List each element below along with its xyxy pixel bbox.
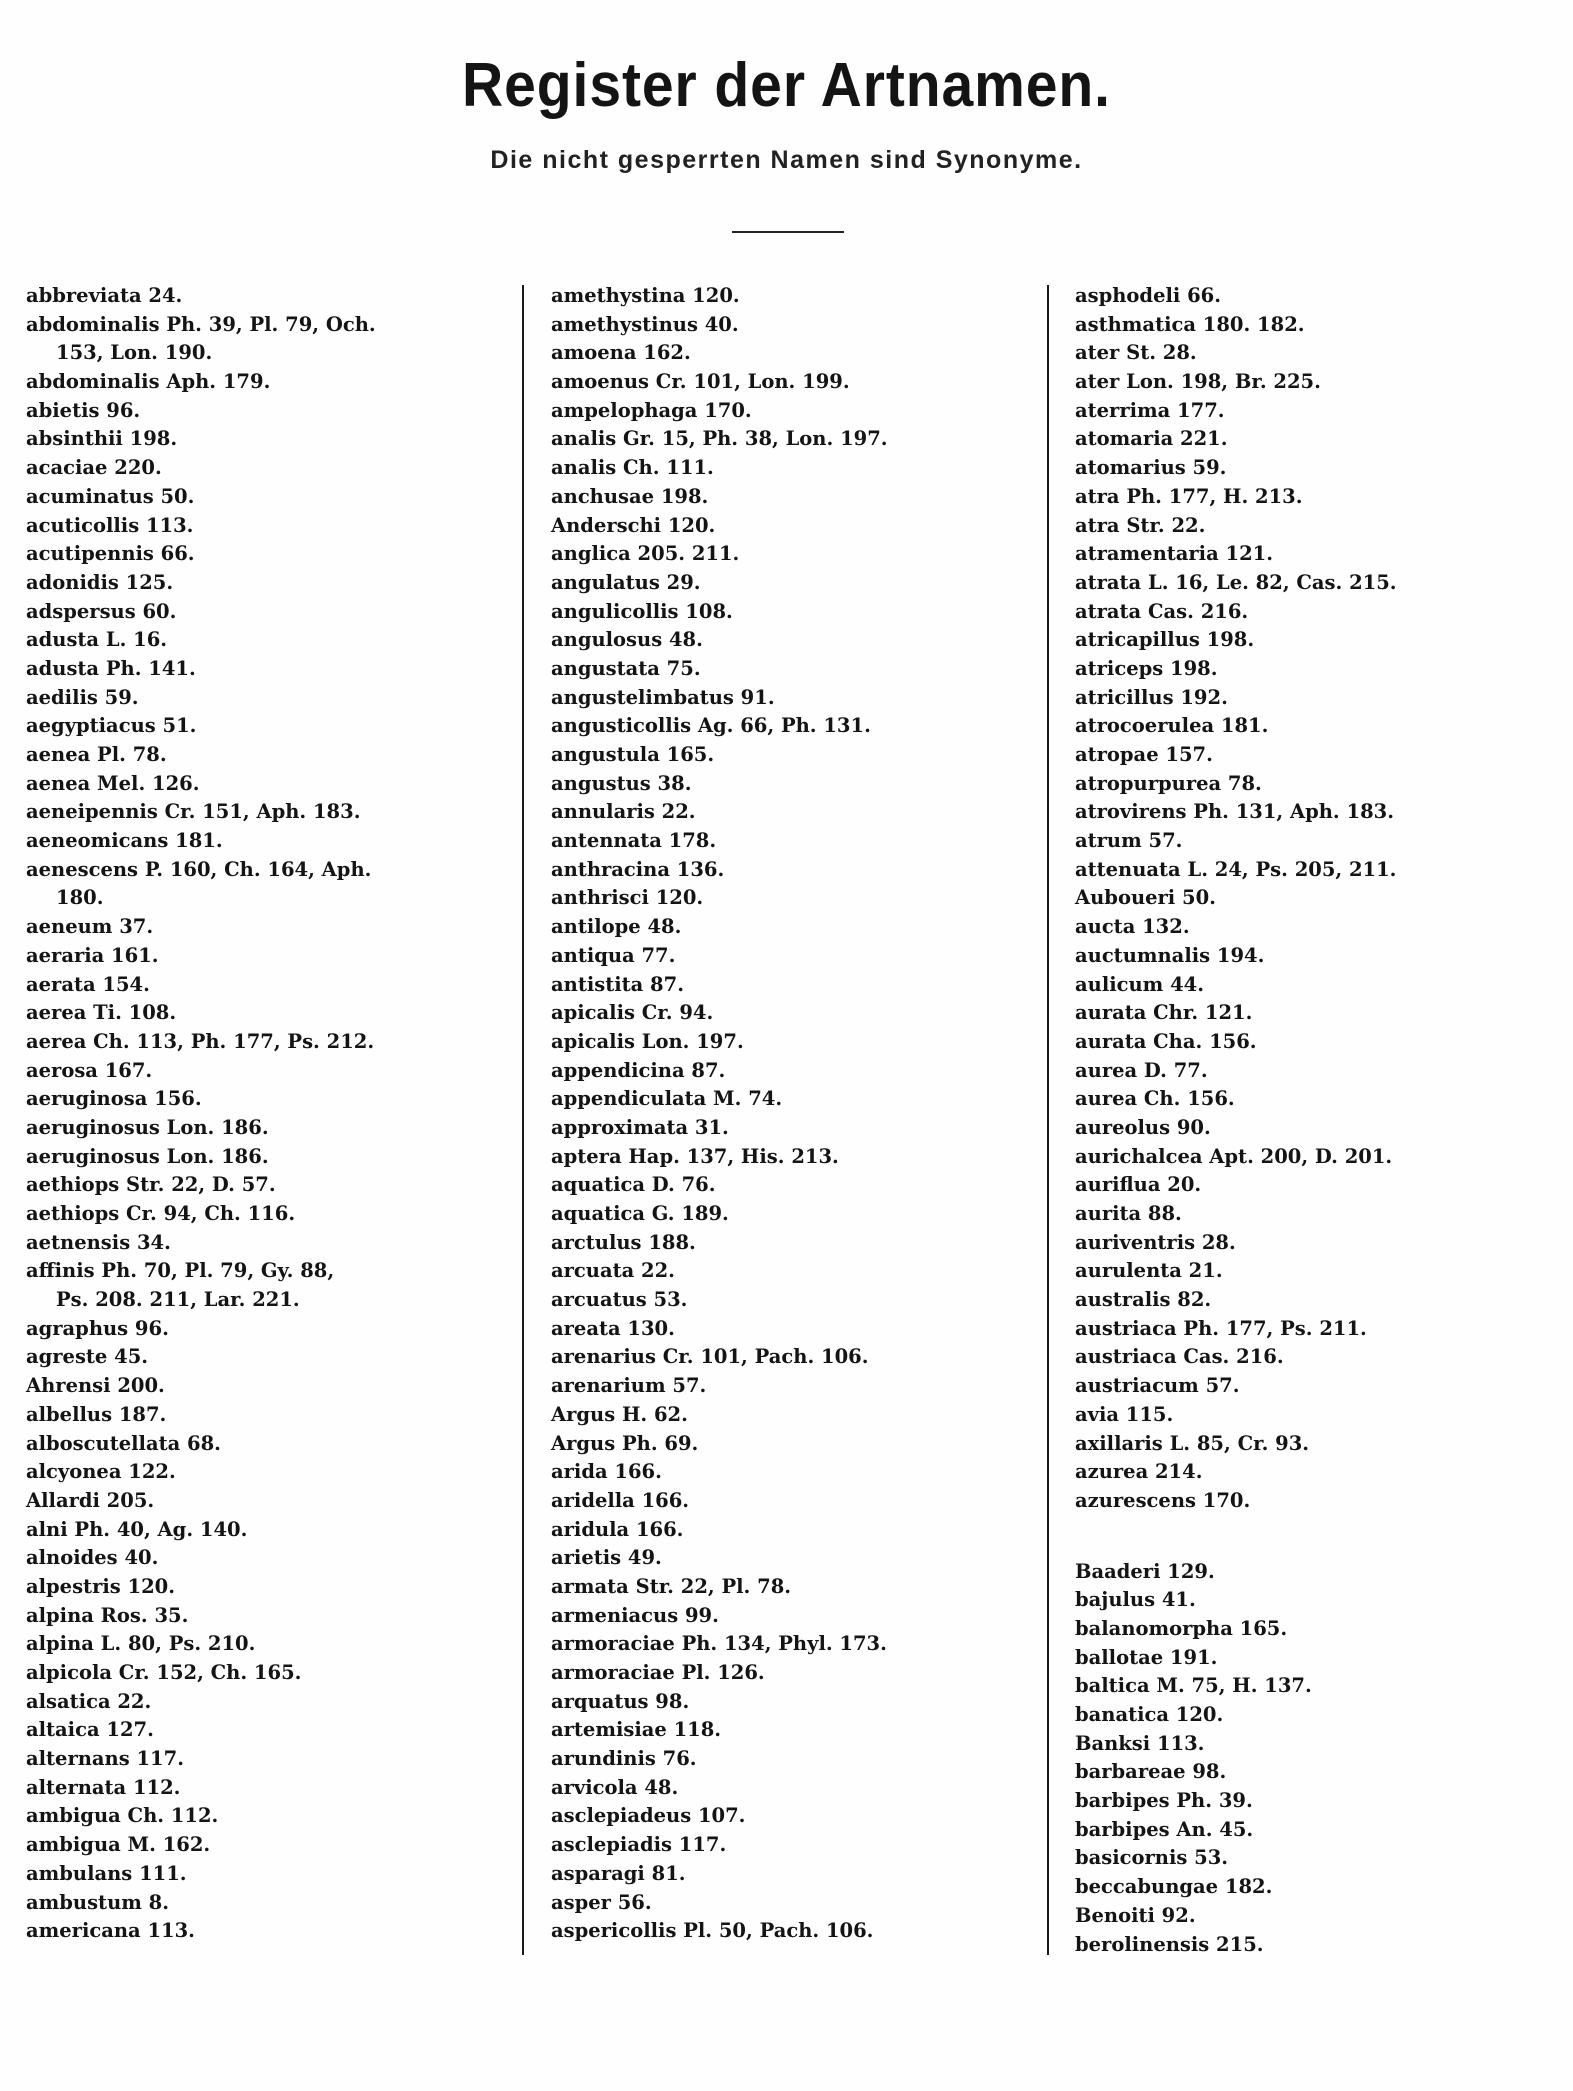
index-entry: barbipes An. 45.: [1075, 1817, 1254, 1841]
index-entry: analis Ch. 111.: [551, 456, 714, 480]
index-entry: aerea Ch. 113, Ph. 177, Ps. 212.: [26, 1029, 375, 1053]
index-entry: 153, Lon. 190.: [56, 341, 213, 365]
index-entry: antistita 87.: [551, 972, 684, 996]
index-entry: Benoiti 92.: [1075, 1903, 1196, 1927]
index-entry: acutipennis 66.: [26, 542, 195, 566]
index-entry: asthmatica 180. 182.: [1075, 312, 1305, 336]
index-entry: austriaca Cas. 216.: [1075, 1345, 1284, 1369]
index-entry: adusta Ph. 141.: [26, 656, 196, 680]
index-entry: arcuatus 53.: [551, 1288, 688, 1312]
index-entry: aerea Ti. 108.: [26, 1001, 177, 1025]
index-entry: adspersus 60.: [26, 599, 177, 623]
index-entry: artemisiae 118.: [551, 1718, 722, 1742]
index-entry: aeruginosa 156.: [26, 1087, 202, 1111]
index-entry: acuticollis 113.: [26, 513, 194, 537]
index-entry: aulicum 44.: [1075, 972, 1205, 996]
index-entry: aeraria 161.: [26, 943, 159, 967]
index-entry: Baaderi 129.: [1075, 1559, 1215, 1583]
index-entry: angustelimbatus 91.: [551, 685, 775, 709]
index-entry: auriventris 28.: [1075, 1230, 1236, 1254]
index-entry: banatica 120.: [1075, 1703, 1224, 1726]
index-entry: anthracina 136.: [551, 857, 725, 881]
index-entry: ambigua Ch. 112.: [26, 1804, 219, 1828]
index-entry: angulatus 29.: [551, 570, 701, 594]
index-entry: Allardi 205.: [26, 1488, 155, 1512]
index-entry: berolinensis 215.: [1075, 1932, 1264, 1956]
index-entry: Anderschi 120.: [551, 513, 716, 537]
index-entry: angusticollis Ag. 66, Ph. 131.: [551, 714, 871, 738]
index-entry: angustus 38.: [551, 771, 692, 795]
index-entry: barbareae 98.: [1075, 1760, 1227, 1784]
index-entry: aquatica G. 189.: [551, 1202, 729, 1225]
index-entry: atropurpurea 78.: [1075, 771, 1262, 795]
column-divider-1: [522, 285, 524, 1955]
index-entry: atra Ph. 177, H. 213.: [1075, 484, 1303, 508]
index-entry: Banksi 113.: [1075, 1731, 1205, 1755]
index-entry: angulosus 48.: [551, 628, 703, 652]
index-entry: atriceps 198.: [1075, 656, 1218, 680]
index-entry: alsatica 22.: [26, 1689, 152, 1713]
index-entry: ambulans 111.: [26, 1861, 187, 1885]
index-entry: Ps. 208. 211, Lar. 221.: [56, 1288, 300, 1312]
index-entry: aurea Ch. 156.: [1075, 1087, 1235, 1111]
index-entry: aurichalcea Apt. 200, D. 201.: [1075, 1144, 1393, 1168]
index-entry: americana 113.: [26, 1919, 195, 1943]
index-entry: apicalis Lon. 197.: [551, 1029, 744, 1053]
index-entry: aucta 132.: [1075, 915, 1190, 939]
index-entry: adonidis 125.: [26, 570, 174, 594]
column-divider-2: [1047, 285, 1049, 1955]
index-entry: alternans 117.: [26, 1747, 184, 1771]
index-entry: abietis 96.: [26, 398, 141, 422]
index-entry: abdominalis Aph. 179.: [26, 370, 271, 394]
index-entry: ambustum 8.: [26, 1890, 170, 1914]
index-entry: baltica M. 75, H. 137.: [1075, 1674, 1312, 1698]
index-entry: arquatus 98.: [551, 1689, 690, 1713]
index-entry: aurea D. 77.: [1075, 1058, 1208, 1082]
index-entry: antiqua 77.: [551, 943, 676, 967]
index-entry: alpicola Cr. 152, Ch. 165.: [26, 1661, 302, 1684]
index-entry: aurulenta 21.: [1075, 1259, 1223, 1283]
index-entry: australis 82.: [1075, 1288, 1212, 1312]
index-entry: alboscutellata 68.: [26, 1431, 221, 1455]
index-entry: aethiops Str. 22, D. 57.: [26, 1173, 276, 1197]
index-entry: aeneomicans 181.: [26, 829, 223, 853]
index-entry: aerata 154.: [26, 972, 150, 996]
index-entry: annularis 22.: [551, 800, 696, 824]
index-entry: aspericollis Pl. 50, Pach. 106.: [551, 1919, 874, 1943]
index-entry: 180.: [56, 886, 104, 910]
index-entry: asclepiadis 117.: [551, 1833, 727, 1857]
index-entry: azurea 214.: [1075, 1460, 1203, 1484]
index-entry: appendicina 87.: [551, 1058, 726, 1082]
index-entry: auriflua 20.: [1075, 1173, 1202, 1197]
index-entry: aegyptiacus 51.: [26, 714, 197, 738]
index-entry: aurita 88.: [1075, 1202, 1182, 1225]
title-divider: [732, 231, 844, 233]
index-entry: abdominalis Ph. 39, Pl. 79, Och.: [26, 312, 376, 336]
index-entry: aquatica D. 76.: [551, 1173, 716, 1197]
index-entry: aridella 166.: [551, 1488, 690, 1512]
index-entry: arundinis 76.: [551, 1747, 697, 1771]
index-entry: armoraciae Ph. 134, Phyl. 173.: [551, 1632, 887, 1656]
index-entry: Auboueri 50.: [1075, 886, 1216, 910]
index-entry: arenarius Cr. 101, Pach. 106.: [551, 1345, 869, 1369]
index-entry: armeniacus 99.: [551, 1603, 719, 1627]
index-entry: atrovirens Ph. 131, Aph. 183.: [1075, 800, 1394, 824]
index-entry: ater Lon. 198, Br. 225.: [1075, 370, 1321, 394]
index-entry: antennata 178.: [551, 829, 717, 853]
index-entry: ater St. 28.: [1075, 341, 1197, 365]
index-entry: beccabungae 182.: [1075, 1875, 1273, 1899]
index-entry: albellus 187.: [26, 1402, 167, 1426]
index-entry: areata 130.: [551, 1316, 675, 1340]
index-entry: acaciae 220.: [26, 456, 162, 480]
index-entry: angulicollis 108.: [551, 599, 733, 623]
index-entry: amethystina 120.: [551, 284, 740, 307]
index-entry: aurata Chr. 121.: [1075, 1001, 1253, 1025]
index-entry: aetnensis 34.: [26, 1230, 171, 1254]
index-entry: aenescens P. 160, Ch. 164, Aph.: [26, 857, 372, 881]
index-entry: agreste 45.: [26, 1345, 149, 1369]
index-entry: alcyonea 122.: [26, 1460, 176, 1484]
index-entry: ambigua M. 162.: [26, 1833, 211, 1857]
index-entry: arenarium 57.: [551, 1374, 707, 1398]
index-entry: aeneum 37.: [26, 915, 154, 939]
index-entry: attenuata L. 24, Ps. 205, 211.: [1075, 857, 1397, 881]
index-entry: anglica 205. 211.: [551, 542, 740, 566]
index-entry: atomaria 221.: [1075, 427, 1228, 451]
index-entry: atricapillus 198.: [1075, 628, 1255, 652]
index-entry: atropae 157.: [1075, 743, 1213, 766]
index-entry: amethystinus 40.: [551, 312, 739, 336]
index-entry: aethiops Cr. 94, Ch. 116.: [26, 1202, 296, 1225]
index-entry: aeruginosus Lon. 186.: [26, 1115, 269, 1139]
index-entry: ampelophaga 170.: [551, 398, 752, 422]
index-entry: aptera Hap. 137, His. 213.: [551, 1144, 839, 1168]
index-entry: amoena 162.: [551, 341, 691, 365]
index-entry: aeruginosus Lon. 186.: [26, 1144, 269, 1168]
page-subtitle: Die nicht gesperrten Namen sind Synonyme.: [490, 146, 1083, 174]
index-entry: asclepiadeus 107.: [551, 1804, 746, 1828]
index-entry: adusta L. 16.: [26, 628, 168, 652]
index-entry: arcuata 22.: [551, 1259, 675, 1283]
index-entry: asphodeli 66.: [1075, 284, 1222, 307]
index-entry: arvicola 48.: [551, 1775, 679, 1799]
page-title: Register der Artnamen.: [462, 51, 1111, 120]
index-entry: armoraciae Pl. 126.: [551, 1661, 765, 1684]
index-entry: angustata 75.: [551, 656, 701, 680]
index-entry: analis Gr. 15, Ph. 38, Lon. 197.: [551, 427, 888, 451]
index-entry: bajulus 41.: [1075, 1588, 1196, 1612]
index-entry: arida 166.: [551, 1460, 662, 1484]
index-entry: aenea Pl. 78.: [26, 743, 167, 766]
index-entry: apicalis Cr. 94.: [551, 1001, 714, 1025]
index-entry: antilope 48.: [551, 915, 682, 939]
index-entry: austriaca Ph. 177, Ps. 211.: [1075, 1316, 1367, 1340]
index-entry: atricillus 192.: [1075, 685, 1228, 709]
index-entry: atomarius 59.: [1075, 456, 1227, 480]
index-entry: aridula 166.: [551, 1517, 684, 1541]
index-entry: azurescens 170.: [1075, 1488, 1251, 1512]
index-entry: appendiculata M. 74.: [551, 1087, 783, 1111]
index-entry: acuminatus 50.: [26, 484, 195, 508]
index-entry: Ahrensi 200.: [26, 1374, 165, 1398]
index-entry: angustula 165.: [551, 743, 715, 766]
index-entry: alni Ph. 40, Ag. 140.: [26, 1517, 248, 1541]
index-entry: aenea Mel. 126.: [26, 771, 200, 795]
index-entry: arctulus 188.: [551, 1230, 696, 1254]
index-entry: aerosa 167.: [26, 1058, 153, 1082]
index-entry: altaica 127.: [26, 1718, 154, 1742]
index-column-3: [1075, 282, 1573, 1959]
index-entry: anchusae 198.: [551, 484, 709, 508]
index-entry: aurata Cha. 156.: [1075, 1029, 1257, 1053]
index-entry: alternata 112.: [26, 1775, 181, 1799]
index-entry: absinthii 198.: [26, 427, 178, 451]
index-entry: armata Str. 22, Pl. 78.: [551, 1574, 792, 1598]
index-entry: axillaris L. 85, Cr. 93.: [1075, 1431, 1310, 1455]
index-entry: Argus H. 62.: [551, 1402, 688, 1426]
index-entry: alnoides 40.: [26, 1546, 159, 1570]
index-entry: amoenus Cr. 101, Lon. 199.: [551, 370, 850, 394]
index-entry: atrocoerulea 181.: [1075, 714, 1269, 738]
index-entry: affinis Ph. 70, Pl. 79, Gy. 88,: [26, 1259, 335, 1283]
index-entry: asparagi 81.: [551, 1861, 686, 1885]
index-entry: arietis 49.: [551, 1546, 662, 1570]
index-entry: abbreviata 24.: [26, 284, 183, 307]
index-entry: atrata Cas. 216.: [1075, 599, 1249, 623]
index-entry: avia 115.: [1075, 1402, 1174, 1426]
index-entry: atra Str. 22.: [1075, 513, 1206, 537]
index-entry: aedilis 59.: [26, 685, 139, 709]
index-entry: agraphus 96.: [26, 1316, 169, 1340]
index-entry: asper 56.: [551, 1890, 652, 1914]
index-entry: alpina L. 80, Ps. 210.: [26, 1632, 256, 1656]
index-entry: auctumnalis 194.: [1075, 943, 1265, 967]
index-entry: ballotae 191.: [1075, 1645, 1218, 1669]
index-column-2: [551, 282, 1051, 1946]
index-entry: atrum 57.: [1075, 829, 1183, 853]
section-gap: [1075, 1516, 1573, 1558]
index-column-1: [26, 282, 526, 1946]
index-entry: approximata 31.: [551, 1115, 729, 1139]
index-entry: atrata L. 16, Le. 82, Cas. 215.: [1075, 570, 1397, 594]
index-entry: aureolus 90.: [1075, 1115, 1211, 1139]
index-entry: anthrisci 120.: [551, 886, 704, 910]
index-entry: balanomorpha 165.: [1075, 1616, 1288, 1640]
index-entry: aterrima 177.: [1075, 398, 1225, 422]
index-entry: basicornis 53.: [1075, 1846, 1229, 1870]
index-entry: aeneipennis Cr. 151, Aph. 183.: [26, 800, 361, 824]
index-entry: barbipes Ph. 39.: [1075, 1789, 1253, 1813]
index-entry: alpina Ros. 35.: [26, 1603, 189, 1627]
index-entry: Argus Ph. 69.: [551, 1431, 699, 1455]
index-entry: austriacum 57.: [1075, 1374, 1240, 1398]
index-entry: atramentaria 121.: [1075, 542, 1274, 566]
index-entry: alpestris 120.: [26, 1574, 176, 1598]
